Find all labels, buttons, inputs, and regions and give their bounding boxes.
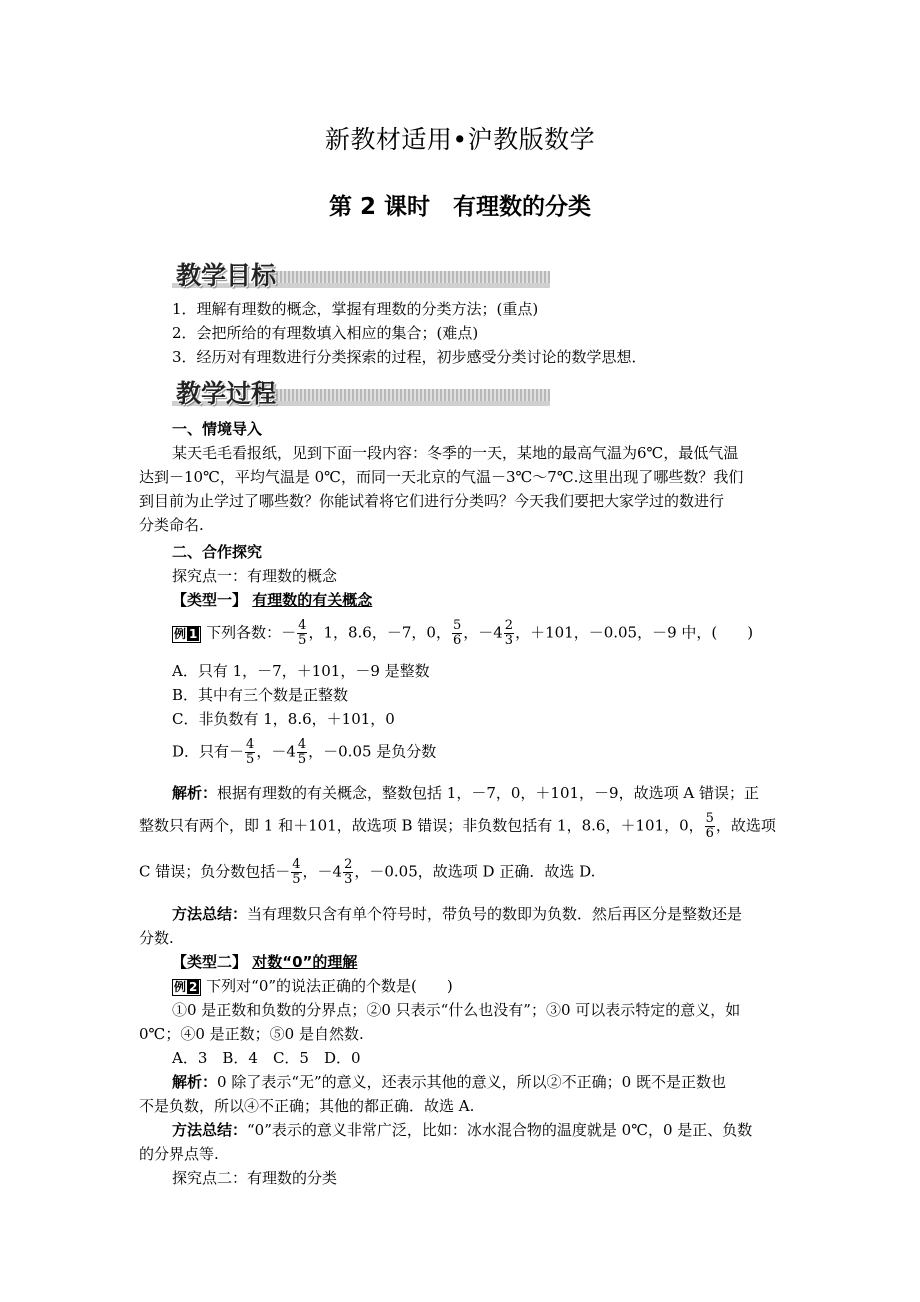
fraction: $\frac{2}{3}$ xyxy=(344,857,353,887)
fraction: $\frac{5}{6}$ xyxy=(705,811,714,841)
goal-item: 2．会把所给的有理数填入相应的集合；(难点) xyxy=(172,324,479,342)
example-2-statements: ①0 是正数和负数的分界点；②0 只表示“什么也没有”；③0 可以表示特定的意义，如 xyxy=(172,1001,741,1019)
example-2-options: A．3 B．4 C．5 D．0 xyxy=(172,1049,361,1067)
explore-point-2: 探究点二：有理数的分类 xyxy=(172,1169,338,1187)
goal-item: 3．经历对有理数进行分类探索的过程，初步感受分类讨论的数学思想． xyxy=(172,348,647,366)
intro-paragraph-line: 某天毛毛看报纸，见到下面一段内容：冬季的一天，某地的最高气温为6℃，最低气温 xyxy=(172,444,739,462)
fraction: $\frac{2}{3}$ xyxy=(504,618,514,648)
example-1-badge: 例 1 xyxy=(172,626,201,643)
type-2-tag: 【类型二】 xyxy=(172,953,248,971)
type-1-heading xyxy=(172,589,372,610)
example-1-analysis-line: C 错误；负分数包括－ $\frac{4}{5}$ ，－4 $\frac{2}{3}$ ，－0.05，故选项 D 正确．故选 D. xyxy=(139,857,596,887)
option-c: C．非负数有 1，8.6，＋101，0 xyxy=(172,710,395,728)
option-a: A．只有 1，－7，＋101，－9 是整数 xyxy=(172,662,430,680)
option-b: B．其中有三个数是正整数 xyxy=(172,686,349,704)
section-heading-intro: 一、情境导入 xyxy=(172,420,263,438)
fraction: $\frac{4}{5}$ xyxy=(297,737,307,767)
intro-paragraph-line: 达到－10℃，平均气温是 0℃，而同一天北京的气温－3℃～7℃.这里出现了哪些数？我们 xyxy=(139,468,744,486)
example-2-stem: 例 2 下列对“0”的说法正确的个数是( ) xyxy=(174,977,453,995)
type-1-tag: 【类型一】 xyxy=(172,591,248,609)
goal-item: 1．理解有理数的概念，掌握有理数的分类方法；(重点) xyxy=(172,300,539,318)
section-heading-explore: 二、合作探究 xyxy=(172,543,263,561)
type-1-title: 有理数的有关概念 xyxy=(252,591,373,609)
example-1-analysis: 解析：根据有理数的有关概念，整数包括 1，－7，0，＋101，－9，故选项 A 错误；正 xyxy=(172,784,759,802)
intro-paragraph-line: 到目前为止学过了哪些数？你能试着将它们进行分类吗？今天我们要把大家学过的数进行 xyxy=(139,492,725,510)
example-1-stem: 例 1 下列各数：－ $\frac{4}{5}$ ，1，8.6，－7，0， $\frac{5}{6}$ ，－4 $\frac{2}{3}$ ，＋101，－0.05，－9 中，( ) xyxy=(174,618,754,648)
fraction: $\frac{4}{5}$ xyxy=(292,857,301,887)
teaching-process-banner xyxy=(172,380,550,408)
type-2-heading xyxy=(172,951,357,972)
example-2-statements-line: 0℃；④0 是正数；⑤0 是自然数. xyxy=(139,1025,364,1043)
example-2-method: 方法总结：“0”表示的意义非常广泛，比如：冰水混合物的温度就是 0℃，0 是正、负数 xyxy=(172,1121,753,1139)
lesson-title: 第 2 课时 有理数的分类 xyxy=(328,194,592,220)
example-2-badge: 例 2 xyxy=(172,979,201,996)
example-2-analysis-line: 不是负数，所以④不正确；其他的都正确．故选 A. xyxy=(139,1097,475,1115)
type-2-title: 对数“0”的理解 xyxy=(252,953,358,971)
fraction: $\frac{4}{5}$ xyxy=(246,737,255,767)
fraction: $\frac{5}{6}$ xyxy=(452,618,462,648)
teaching-goals-banner xyxy=(172,262,550,290)
teaching-process-label: 教学过程 xyxy=(176,379,277,408)
example-2-analysis: 解析：0 除了表示“无”的意义，还表示其他的意义，所以②不正确；0 既不是正数也 xyxy=(172,1073,726,1091)
example-2-method-line: 的分界点等. xyxy=(139,1145,219,1163)
example-1-method: 方法总结：当有理数只含有单个符号时，带负号的数即为负数．然后再区分是整数还是 xyxy=(172,905,743,923)
intro-paragraph-line: 分类命名. xyxy=(139,516,204,534)
document-title: 新教材适用•沪教版数学 xyxy=(324,125,596,154)
example-1-method-line: 分数. xyxy=(139,929,174,947)
option-d: D．只有－ $\frac{4}{5}$ ，－4 $\frac{4}{5}$ ，－0.05 是负分数 xyxy=(172,737,437,767)
explore-point-1: 探究点一：有理数的概念 xyxy=(172,567,338,585)
example-1-analysis-line: 整数只有两个，即 1 和＋101，故选项 B 错误；非负数包括有 1，8.6，＋101，0， $\frac{5}{6}$ ，故选项 xyxy=(139,811,776,841)
teaching-goals-label: 教学目标 xyxy=(176,261,277,290)
fraction: $\frac{4}{5}$ xyxy=(298,618,307,648)
